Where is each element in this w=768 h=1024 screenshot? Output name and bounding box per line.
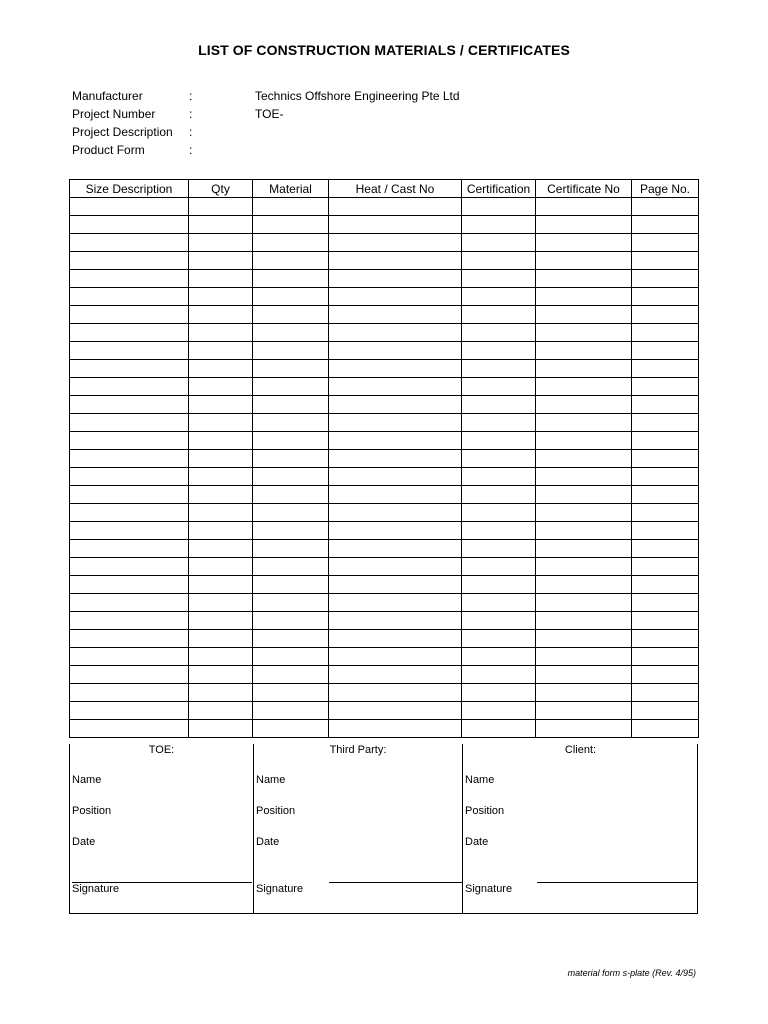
cell-certification[interactable] [462,252,536,270]
cell-heat-cast-no[interactable] [329,720,462,738]
cell-material[interactable] [253,288,329,306]
signoff-third-party-heading: Third Party: [329,744,387,756]
cell-qty[interactable] [189,432,253,450]
cell-certification[interactable] [462,666,536,684]
cell-certificate-no[interactable] [536,360,632,378]
cell-size-description[interactable] [70,234,189,252]
cell-material[interactable] [253,504,329,522]
cell-qty[interactable] [189,612,253,630]
cell-page-no[interactable] [632,252,699,270]
cell-page-no[interactable] [632,360,699,378]
cell-certification[interactable] [462,540,536,558]
table-row [70,306,699,324]
cell-size-description[interactable] [70,450,189,468]
cell-size-description[interactable] [70,324,189,342]
cell-size-description[interactable] [70,468,189,486]
table-row [70,540,699,558]
signoff-third-party-date-label: Date [256,836,280,848]
signoff-third-party [253,744,462,914]
cell-certification[interactable] [462,270,536,288]
cell-heat-cast-no[interactable] [329,504,462,522]
cell-qty[interactable] [189,342,253,360]
cell-material[interactable] [253,360,329,378]
cell-heat-cast-no[interactable] [329,414,462,432]
cell-qty[interactable] [189,522,253,540]
table-row [70,432,699,450]
cell-material[interactable] [253,576,329,594]
cell-heat-cast-no[interactable] [329,270,462,288]
cell-size-description[interactable] [70,594,189,612]
cell-qty[interactable] [189,234,253,252]
cell-material[interactable] [253,684,329,702]
cell-qty[interactable] [189,270,253,288]
column-header-page-no: Page No. [632,180,699,198]
cell-size-description[interactable] [70,360,189,378]
cell-qty[interactable] [189,396,253,414]
cell-page-no[interactable] [632,504,699,522]
signoff-toe-name-label: Name [72,774,102,786]
manufacturer-label: Manufacturer [72,89,143,103]
table-row [70,270,699,288]
cell-page-no[interactable] [632,720,699,738]
cell-size-description[interactable] [70,342,189,360]
cell-size-description[interactable] [70,414,189,432]
cell-page-no[interactable] [632,648,699,666]
table-row [70,720,699,738]
cell-qty[interactable] [189,216,253,234]
cell-heat-cast-no[interactable] [329,342,462,360]
table-row [70,360,699,378]
cell-heat-cast-no[interactable] [329,450,462,468]
signoff-client-date-label: Date [465,836,489,848]
cell-certificate-no[interactable] [536,486,632,504]
signoff-section [69,744,698,914]
cell-certificate-no[interactable] [536,432,632,450]
cell-size-description[interactable] [70,612,189,630]
cell-certification[interactable] [462,342,536,360]
cell-heat-cast-no[interactable] [329,216,462,234]
table-row [70,576,699,594]
cell-certification[interactable] [462,558,536,576]
cell-heat-cast-no[interactable] [329,558,462,576]
cell-qty[interactable] [189,558,253,576]
table-row [70,612,699,630]
materials-table [69,179,699,738]
cell-qty[interactable] [189,486,253,504]
cell-certificate-no[interactable] [536,630,632,648]
signoff-third-party-position-label: Position [256,805,296,817]
cell-heat-cast-no[interactable] [329,360,462,378]
cell-material[interactable] [253,396,329,414]
cell-material[interactable] [253,720,329,738]
cell-certification[interactable] [462,198,536,216]
cell-heat-cast-no[interactable] [329,198,462,216]
cell-certificate-no[interactable] [536,288,632,306]
cell-certification[interactable] [462,576,536,594]
cell-size-description[interactable] [70,198,189,216]
cell-certification[interactable] [462,360,536,378]
cell-page-no[interactable] [632,630,699,648]
cell-size-description[interactable] [70,540,189,558]
cell-size-description[interactable] [70,522,189,540]
cell-size-description[interactable] [70,270,189,288]
manufacturer-colon: : [189,89,193,103]
cell-certificate-no[interactable] [536,504,632,522]
cell-certification[interactable] [462,630,536,648]
product-form-colon: : [189,143,193,157]
cell-qty[interactable] [189,252,253,270]
cell-heat-cast-no[interactable] [329,702,462,720]
cell-qty[interactable] [189,594,253,612]
cell-qty[interactable] [189,666,253,684]
cell-page-no[interactable] [632,450,699,468]
cell-qty[interactable] [189,468,253,486]
table-row [70,198,699,216]
column-header-heat-cast-no: Heat / Cast No [329,180,462,198]
cell-certificate-no[interactable] [536,270,632,288]
cell-certificate-no[interactable] [536,198,632,216]
cell-certification[interactable] [462,522,536,540]
cell-page-no[interactable] [632,684,699,702]
signoff-toe-date-label: Date [72,836,96,848]
cell-material[interactable] [253,198,329,216]
cell-material[interactable] [253,540,329,558]
cell-material[interactable] [253,522,329,540]
table-row [70,378,699,396]
cell-certificate-no[interactable] [536,252,632,270]
cell-certificate-no[interactable] [536,612,632,630]
project-description-colon: : [189,125,193,139]
signoff-client-name-label: Name [465,774,495,786]
cell-material[interactable] [253,378,329,396]
cell-size-description[interactable] [70,504,189,522]
cell-size-description[interactable] [70,288,189,306]
table-row [70,414,699,432]
cell-material[interactable] [253,252,329,270]
cell-size-description[interactable] [70,378,189,396]
table-row [70,648,699,666]
cell-page-no[interactable] [632,270,699,288]
cell-certificate-no[interactable] [536,684,632,702]
table-row [70,468,699,486]
cell-heat-cast-no[interactable] [329,396,462,414]
cell-heat-cast-no[interactable] [329,612,462,630]
cell-qty[interactable] [189,702,253,720]
signoff-toe [70,744,253,914]
table-row [70,450,699,468]
signoff-toe-position-label: Position [72,805,112,817]
cell-qty[interactable] [189,720,253,738]
cell-certification[interactable] [462,414,536,432]
cell-certification[interactable] [462,378,536,396]
cell-size-description[interactable] [70,216,189,234]
cell-certification[interactable] [462,486,536,504]
cell-heat-cast-no[interactable] [329,234,462,252]
table-row [70,504,699,522]
column-header-qty: Qty [189,180,253,198]
signoff-third-party-signature-label: Signature [256,883,304,895]
cell-qty[interactable] [189,648,253,666]
table-row [70,216,699,234]
cell-page-no[interactable] [632,558,699,576]
cell-material[interactable] [253,630,329,648]
cell-certificate-no[interactable] [536,648,632,666]
cell-heat-cast-no[interactable] [329,594,462,612]
table-row [70,342,699,360]
cell-page-no[interactable] [632,342,699,360]
cell-certificate-no[interactable] [536,522,632,540]
signoff-toe-heading: TOE: [148,744,175,756]
cell-page-no[interactable] [632,486,699,504]
cell-certification[interactable] [462,504,536,522]
cell-certification[interactable] [462,288,536,306]
table-row [70,288,699,306]
signoff-toe-signature-label: Signature [72,883,120,895]
cell-size-description[interactable] [70,558,189,576]
cell-heat-cast-no[interactable] [329,522,462,540]
cell-certificate-no[interactable] [536,576,632,594]
table-row [70,252,699,270]
table-row [70,324,699,342]
cell-qty[interactable] [189,450,253,468]
signoff-client-signature-line [537,882,698,883]
cell-heat-cast-no[interactable] [329,648,462,666]
cell-heat-cast-no[interactable] [329,540,462,558]
cell-size-description[interactable] [70,684,189,702]
cell-certificate-no[interactable] [536,396,632,414]
cell-certificate-no[interactable] [536,216,632,234]
cell-page-no[interactable] [632,378,699,396]
cell-page-no[interactable] [632,216,699,234]
cell-heat-cast-no[interactable] [329,432,462,450]
cell-certification[interactable] [462,306,536,324]
cell-qty[interactable] [189,324,253,342]
cell-certificate-no[interactable] [536,594,632,612]
cell-page-no[interactable] [632,468,699,486]
table-row [70,522,699,540]
cell-certification[interactable] [462,594,536,612]
cell-material[interactable] [253,270,329,288]
cell-certification[interactable] [462,612,536,630]
cell-heat-cast-no[interactable] [329,684,462,702]
cell-certificate-no[interactable] [536,450,632,468]
table-row [70,558,699,576]
cell-certificate-no[interactable] [536,666,632,684]
cell-material[interactable] [253,486,329,504]
cell-size-description[interactable] [70,648,189,666]
cell-certificate-no[interactable] [536,324,632,342]
cell-material[interactable] [253,468,329,486]
cell-certificate-no[interactable] [536,378,632,396]
cell-page-no[interactable] [632,288,699,306]
cell-heat-cast-no[interactable] [329,288,462,306]
table-row [70,702,699,720]
cell-qty[interactable] [189,198,253,216]
signoff-client-heading: Client: [564,744,597,756]
cell-certification[interactable] [462,450,536,468]
cell-certificate-no[interactable] [536,468,632,486]
table-row [70,396,699,414]
project-description-label: Project Description [72,125,173,139]
table-row [70,486,699,504]
cell-qty[interactable] [189,288,253,306]
cell-material[interactable] [253,558,329,576]
cell-material[interactable] [253,594,329,612]
cell-material[interactable] [253,432,329,450]
project-number-label: Project Number [72,107,156,121]
cell-page-no[interactable] [632,234,699,252]
cell-heat-cast-no[interactable] [329,630,462,648]
signoff-third-party-name-label: Name [256,774,286,786]
cell-certification[interactable] [462,468,536,486]
form-reference-footer: material form s-plate (Rev. 4/95) [567,968,696,978]
cell-page-no[interactable] [632,702,699,720]
cell-page-no[interactable] [632,396,699,414]
cell-material[interactable] [253,414,329,432]
cell-page-no[interactable] [632,540,699,558]
product-form-label: Product Form [72,143,145,157]
column-header-material: Material [253,180,329,198]
signoff-client [462,744,698,914]
cell-certificate-no[interactable] [536,702,632,720]
cell-heat-cast-no[interactable] [329,324,462,342]
cell-page-no[interactable] [632,324,699,342]
cell-size-description[interactable] [70,630,189,648]
cell-page-no[interactable] [632,198,699,216]
cell-size-description[interactable] [70,576,189,594]
cell-certificate-no[interactable] [536,306,632,324]
cell-material[interactable] [253,306,329,324]
cell-certificate-no[interactable] [536,342,632,360]
cell-certification[interactable] [462,648,536,666]
cell-page-no[interactable] [632,594,699,612]
cell-material[interactable] [253,648,329,666]
cell-page-no[interactable] [632,576,699,594]
cell-heat-cast-no[interactable] [329,252,462,270]
project-number-colon: : [189,107,193,121]
cell-certification[interactable] [462,432,536,450]
cell-size-description[interactable] [70,720,189,738]
cell-heat-cast-no[interactable] [329,486,462,504]
table-header-row [70,180,699,198]
cell-qty[interactable] [189,414,253,432]
cell-page-no[interactable] [632,432,699,450]
cell-qty[interactable] [189,576,253,594]
cell-size-description[interactable] [70,306,189,324]
cell-size-description[interactable] [70,432,189,450]
column-header-size-description: Size Description [70,180,189,198]
cell-qty[interactable] [189,540,253,558]
cell-certification[interactable] [462,684,536,702]
cell-certificate-no[interactable] [536,234,632,252]
cell-material[interactable] [253,216,329,234]
cell-heat-cast-no[interactable] [329,666,462,684]
cell-certification[interactable] [462,396,536,414]
table-body [70,198,699,738]
cell-certificate-no[interactable] [536,540,632,558]
cell-qty[interactable] [189,360,253,378]
cell-material[interactable] [253,324,329,342]
cell-certification[interactable] [462,702,536,720]
cell-qty[interactable] [189,504,253,522]
cell-certification[interactable] [462,324,536,342]
cell-certificate-no[interactable] [536,414,632,432]
column-header-certificate-no: Certificate No [536,180,632,198]
cell-qty[interactable] [189,630,253,648]
cell-page-no[interactable] [632,414,699,432]
signoff-client-signature-label: Signature [465,883,513,895]
cell-material[interactable] [253,342,329,360]
cell-qty[interactable] [189,378,253,396]
cell-page-no[interactable] [632,306,699,324]
cell-qty[interactable] [189,306,253,324]
table-row [70,630,699,648]
cell-material[interactable] [253,234,329,252]
cell-certification[interactable] [462,216,536,234]
cell-heat-cast-no[interactable] [329,576,462,594]
cell-heat-cast-no[interactable] [329,306,462,324]
cell-qty[interactable] [189,684,253,702]
table-row [70,234,699,252]
table-row [70,666,699,684]
cell-size-description[interactable] [70,702,189,720]
cell-certificate-no[interactable] [536,720,632,738]
cell-material[interactable] [253,702,329,720]
form-title: LIST OF CONSTRUCTION MATERIALS / CERTIFICATES [198,42,570,58]
column-header-certification: Certification [462,180,536,198]
cell-size-description[interactable] [70,666,189,684]
signoff-client-position-label: Position [465,805,505,817]
cell-certificate-no[interactable] [536,558,632,576]
cell-heat-cast-no[interactable] [329,468,462,486]
cell-material[interactable] [253,450,329,468]
project-number-value: TOE- [255,107,284,121]
cell-size-description[interactable] [70,252,189,270]
cell-size-description[interactable] [70,396,189,414]
cell-page-no[interactable] [632,666,699,684]
table-row [70,684,699,702]
cell-material[interactable] [253,612,329,630]
cell-page-no[interactable] [632,522,699,540]
cell-certification[interactable] [462,720,536,738]
cell-size-description[interactable] [70,486,189,504]
signoff-third-party-signature-line [329,882,462,883]
manufacturer-value: Technics Offshore Engineering Pte Ltd [255,89,460,103]
table-row [70,594,699,612]
cell-material[interactable] [253,666,329,684]
cell-page-no[interactable] [632,612,699,630]
cell-heat-cast-no[interactable] [329,378,462,396]
cell-certification[interactable] [462,234,536,252]
